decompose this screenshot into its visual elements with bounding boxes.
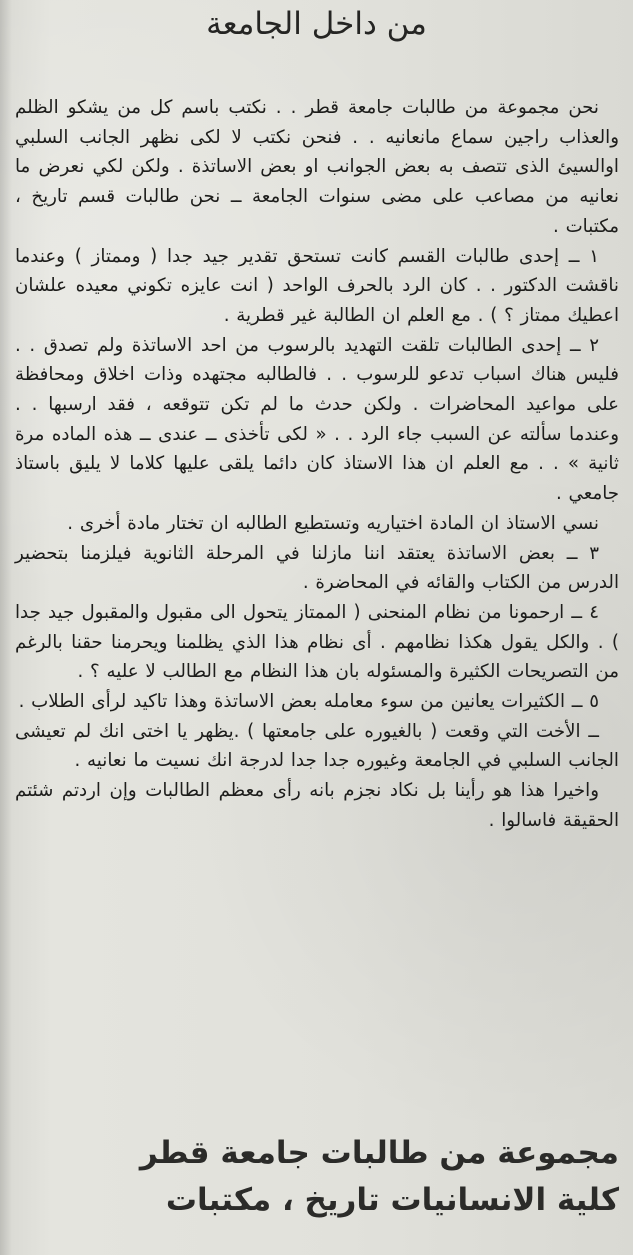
reply-paragraph: ــ الأخت التي وقعت ( بالغيوره على جامعتها ) .يظهر يا اختى انك لم تعيشى الجانب السلبي في الجامعة وغيوره جدا جدا لدرجة انك نسيت ما نعانيه . xyxy=(15,720,619,772)
closing-paragraph: واخيرا هذا هو رأينا بل نكاد نجزم بانه رأى معظم الطالبات وإن اردتم شئتم الحقيقة فاسالوا . xyxy=(15,780,619,831)
complaint-5-paragraph: ٥ ــ الكثيرات يعانين من سوء معامله بعض الاساتذة وهذا تاكيد لرأى الطلاب . xyxy=(18,691,599,713)
letter-body xyxy=(15,93,619,836)
signature-line-1: مجموعة من طالبات جامعة قطر xyxy=(139,1135,619,1171)
teacher-note-paragraph: نسي الاستاذ ان المادة اختياريه وتستطيع الطالبه ان تختار مادة أخرى . xyxy=(67,512,599,534)
complaint-1-paragraph: ١ ــ إحدى طالبات القسم كانت تستحق تقدير جيد جدا ( وممتاز ) وعندما ناقشت الدكتور . . كان الرد بالحرف الواحد ( انت عايزه تكوني معيده علشان اعطيك ممتاز ؟ ) . مع العلم ان الطالبة غير قطرية . xyxy=(15,245,619,326)
intro-paragraph: نحن مجموعة من طالبات جامعة قطر . . نكتب باسم كل من يشكو الظلم والعذاب راجين سماع مانعانيه . . فنحن نكتب لا لكى نظهر الجانب السلبي اوالسيئ الذى تتصف به بعض الجوانب او بعض الاساتذة . ولكن لكي نعرض ما نعانيه من مصاعب على مضى سنوات الجامعة ــ نحن طالبات قسم تاريخ ، مكتبات . xyxy=(15,97,619,237)
page-fold-shadow xyxy=(0,0,12,1255)
complaint-2-paragraph: ٢ ــ إحدى الطالبات تلقت التهديد بالرسوب من احد الاساتذة ولم تصدق . . فليس هناك اسباب تدعو للرسوب . . فالطالبه مجتهده وذات اخلاق ومحافظة على مواعيد المحاضرات . ولكن حدث ما لم تكن تتوقعه ، فقد ارسبها . . وعندما سألته عن السبب جاء الرد . . « لكى تأخذى ــ عندى ــ هذه الماده مرة ثانية » . . مع العلم ان هذا الاستاذ كان دائما يلقى عليها كلاما لا يليق باستاذ جامعي . xyxy=(15,334,619,505)
signature-line-2: كلية الانسانيات تاريخ ، مكتبات xyxy=(165,1182,619,1218)
column-title: من داخل الجامعة xyxy=(206,6,427,42)
complaint-3-paragraph: ٣ ــ بعض الاساتذة يعتقد اننا مازلنا في المرحلة الثانوية فيلزمنا بتحضير الدرس من الكتاب والقائه في المحاضرة . xyxy=(15,542,619,594)
complaint-4-paragraph: ٤ ــ ارحمونا من نظام المنحنى ( الممتاز يتحول الى مقبول والمقبول جيد جدا ) . والكل يقول هكذا نظامهم . أى نظام هذا الذي يظلمنا ويحرمنا حقنا بالرغم من التصريحات الكثيرة والمسئوله بان هذا النظام مع الطالب لا عليه ؟ . xyxy=(15,601,619,683)
